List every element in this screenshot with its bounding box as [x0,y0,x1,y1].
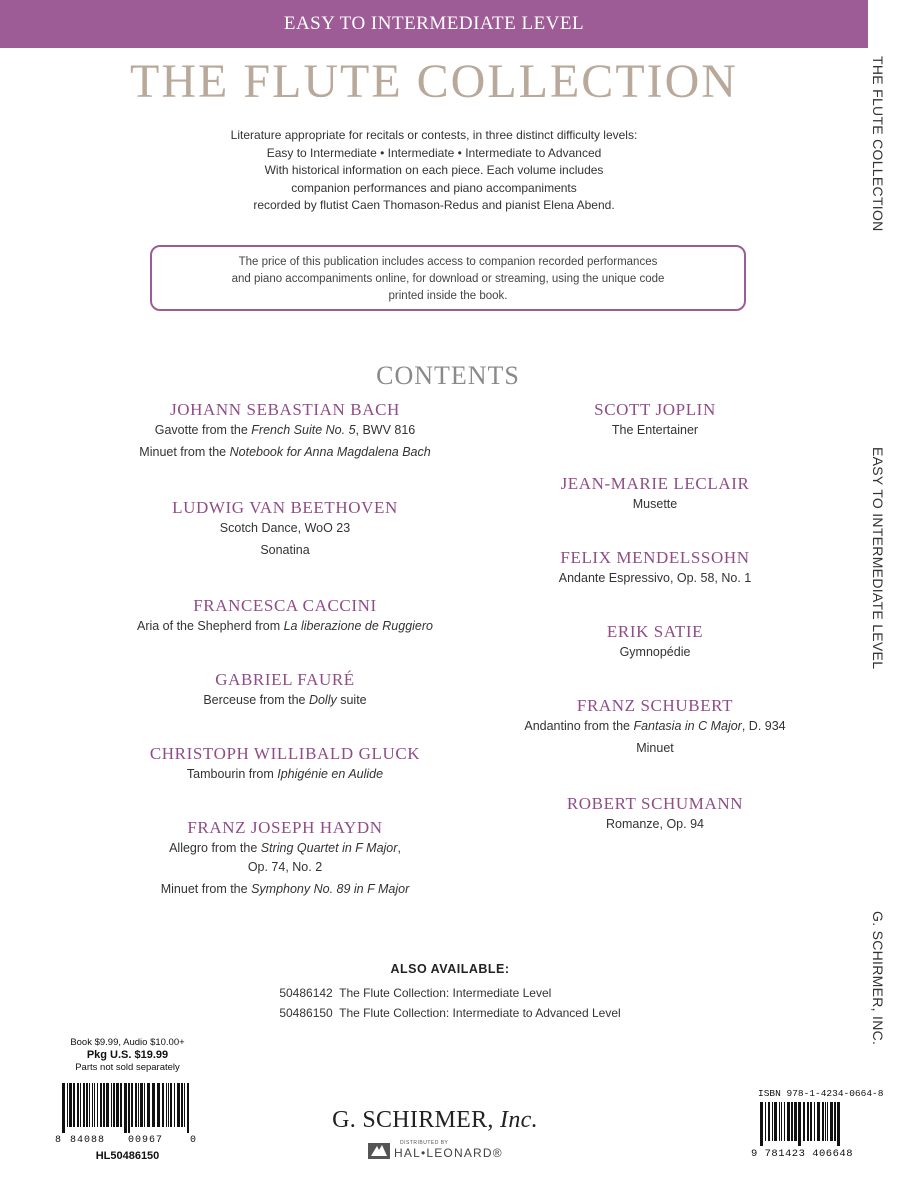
barcode-bar [814,1102,815,1141]
barcode-bar [92,1083,93,1127]
spine-level: EASY TO INTERMEDIATE LEVEL [870,447,886,670]
barcode-bar [825,1102,826,1141]
product-code: HL50486150 [95,1150,160,1162]
barcode-bar [781,1102,782,1141]
composer-entry [470,696,840,757]
barcode-bar [111,1083,112,1127]
barcode-bar [187,1083,189,1133]
intro-line: Literature appropriate for recitals or contests, in three distinct difficulty levels: [230,128,638,142]
price-package: Pkg U.S. $19.99 [86,1049,169,1061]
barcode-bar [97,1083,98,1127]
barcode-bar [768,1102,770,1141]
isbn-digits: 9 781423 406648 [751,1148,854,1160]
hal-leonard-icon [368,1143,390,1159]
barcode-bar [100,1083,102,1127]
notice-line: The price of this publication includes access to companion recorded performances [238,256,658,268]
barcode-bar [124,1083,127,1133]
composer-entry [40,596,530,635]
piece-title: Andante Espressivo, Op. 58, No. 1 [558,571,752,585]
also-available-list [279,982,620,1022]
barcode-bar [62,1083,65,1133]
barcode-bar [120,1083,122,1127]
spine-title: THE FLUTE COLLECTION [870,56,886,232]
piece-title: Minuet from the Notebook for Anna Magdalena Bach [139,445,431,459]
piece-title: Gavotte from the French Suite No. 5, BWV 816 [154,423,416,437]
level-banner-text: EASY TO INTERMEDIATE LEVEL [283,13,585,34]
piece-title: Minuet [636,741,674,755]
barcode-bar [80,1083,81,1127]
barcode-bar [772,1102,773,1141]
barcode-bar [152,1083,155,1127]
composer-name: LUDWIG VAN BEETHOVEN [172,498,398,517]
barcode-bar [807,1102,809,1141]
price-box [60,1037,195,1075]
barcode-bar [69,1083,72,1127]
composer-name: FELIX MENDELSSOHN [560,548,750,567]
distributor-logo [366,1140,531,1162]
composer-entry [470,794,840,833]
barcode-bar [166,1083,167,1127]
barcode-bar [77,1083,79,1127]
barcode-bar [798,1102,801,1146]
spine-publisher: G. SCHIRMER, INC. [870,911,886,1046]
composer-entry [470,622,840,661]
barcode-bar [791,1102,793,1141]
barcode-bar [810,1102,812,1141]
barcode-bar [794,1102,797,1141]
isbn-barcode [760,1102,840,1146]
barcode-bar [94,1083,95,1127]
barcode-bar [144,1083,145,1127]
piece-title: Musette [632,497,678,511]
composer-entry [40,670,530,709]
composer-entry [40,400,530,461]
also-available-item: 50486142 The Flute Collection: Intermediate Level [279,986,552,1000]
barcode-bar [774,1102,777,1141]
piece-title: Andantino from the Fantasia in C Major, D. 934 [524,719,786,733]
composer-name: GABRIEL FAURÉ [215,670,355,689]
barcode-bar [765,1102,766,1141]
upc-digit: 0 [190,1135,197,1146]
composer-name: ROBERT SCHUMANN [566,794,744,813]
composer-entry [40,818,530,898]
distributor-name: HAL•LEONARD® [394,1146,503,1160]
composer-name: FRANCESCA CACCINI [193,596,377,615]
barcode-bar [784,1102,785,1141]
upc-digit: 8 [55,1135,62,1146]
page-title: THE FLUTE COLLECTION [130,55,738,108]
barcode-bar [760,1102,763,1146]
price-note: Parts not sold separately [75,1062,180,1073]
barcode-bar [177,1083,180,1127]
composer-name: JOHANN SEBASTIAN BACH [170,400,400,419]
barcode-bar [803,1102,805,1141]
composer-entry [470,400,840,439]
barcode-bar [116,1083,119,1127]
also-available [0,962,900,1022]
composer-name: ERIK SATIE [606,622,704,641]
intro-line: With historical information on each piece. Each volume includes [264,163,604,177]
barcode-bar [86,1083,88,1127]
contents-heading: CONTENTS [376,361,520,390]
piece-title: Op. 74, No. 2 [247,860,323,874]
piece-title: The Entertainer [611,423,699,437]
isbn-label: ISBN 978-1-4234-0664-8 [758,1088,884,1099]
notice-line: printed inside the book. [388,290,508,302]
barcode-bar [817,1102,820,1141]
barcode-bar [834,1102,836,1141]
composer-entry [470,548,840,587]
piece-title: Scotch Dance, WoO 23 [219,521,351,535]
intro-line: recorded by flutist Caen Thomason-Redus and pianist Elena Abend. [253,198,615,212]
piece-title: Berceuse from the Dolly suite [203,693,367,707]
composer-entry [40,744,530,783]
piece-title: Tambourin from Iphigénie en Aulide [186,767,384,781]
barcode-bar [83,1083,85,1127]
online-access-notice [150,245,746,311]
notice-line: and piano accompaniments online, for download or streaming, using the unique code [231,273,665,285]
barcode-bar [103,1083,105,1127]
intro-line: Easy to Intermediate • Intermediate • Intermediate to Advanced [266,145,602,160]
piece-title: Minuet from the Symphony No. 89 in F Major [160,882,410,896]
upc-digit-group: 00967 [128,1135,164,1146]
piece-title: Aria of the Shepherd from La liberazione de Ruggiero [136,619,434,633]
upc-barcode [62,1083,190,1133]
barcode-bar [157,1083,160,1127]
barcode-bar [181,1083,183,1127]
barcode-bar [106,1083,109,1127]
composer-name: FRANZ SCHUBERT [576,696,734,715]
piece-title: Romanze, Op. 94 [606,817,704,831]
barcode-bar [135,1083,137,1127]
barcode-bar [837,1102,840,1146]
barcode-bar [138,1083,139,1127]
composer-name: CHRISTOPH WILLIBALD GLUCK [149,744,421,763]
barcode-bar [827,1102,828,1141]
barcode-bar [168,1083,169,1127]
barcode-bar [73,1083,75,1127]
intro-line: companion performances and piano accompaniments [291,180,577,195]
composer-name: FRANZ JOSEPH HAYDN [187,818,383,837]
barcode-bar [822,1102,824,1141]
barcode-bar [131,1083,133,1127]
barcode-bar [830,1102,833,1141]
publisher-name: G. SCHIRMER, Inc. [332,1107,538,1133]
distributor-label: DISTRIBUTED BY [400,1140,449,1146]
composer-entry [40,498,530,559]
also-available-item: 50486150 The Flute Collection: Intermediate to Advanced Level [279,1006,621,1020]
barcode-bar [128,1083,130,1133]
barcode-bar [174,1083,175,1127]
level-banner [0,0,868,48]
composer-name: JEAN-MARIE LECLAIR [560,474,750,493]
barcode-bar [67,1083,68,1127]
barcode-bar [184,1083,185,1127]
piece-title: Allegro from the String Quartet in F Major, [169,841,401,855]
barcode-bar [170,1083,172,1127]
piece-title: Sonatina [260,543,310,557]
barcode-bar [147,1083,150,1127]
price-book-audio: Book $9.99, Audio $10.00+ [70,1037,185,1048]
barcode-bar [162,1083,164,1127]
also-available-heading: ALSO AVAILABLE: [390,962,510,976]
barcode-bar [140,1083,143,1127]
composer-name: SCOTT JOPLIN [594,400,716,419]
barcode-bar [787,1102,790,1141]
upc-digit-group: 84088 [70,1135,106,1146]
barcode-bar [779,1102,780,1141]
piece-title: Gymnopédie [619,645,691,659]
barcode-bar [113,1083,115,1127]
barcode-bar [89,1083,90,1127]
intro-text [150,127,718,215]
composer-entry [470,474,840,513]
